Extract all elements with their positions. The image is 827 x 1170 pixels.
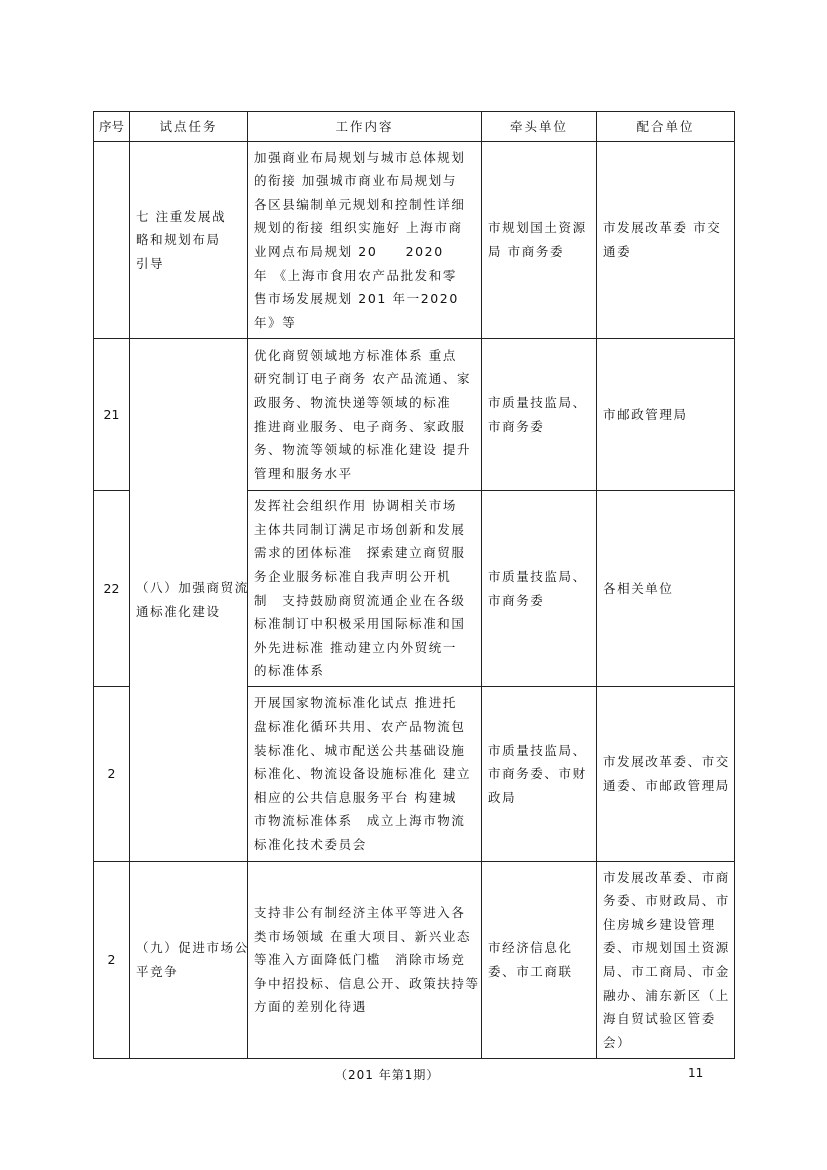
coop-unit-cell-line: 住房城乡建设管理: [603, 916, 716, 932]
table-header-row: [94, 112, 735, 142]
coop-unit-cell-line: 会）: [603, 1034, 632, 1050]
content-cell-line: 年》等: [254, 314, 297, 330]
coop-unit-cell-line: 委、市规划国土资源: [603, 940, 730, 956]
task-cell-line: （九）促进市场公: [136, 940, 249, 956]
task-cell-line: 通标准化建设: [136, 604, 221, 619]
coop-unit-cell-line: 市发展改革委、市交: [603, 754, 730, 770]
coop-unit-cell: [597, 491, 735, 687]
content-cell-line: 的衔接 加强城市商业布局规划与: [254, 173, 457, 189]
lead-unit-cell-line: 市质量技监局、: [488, 742, 587, 758]
content-cell-line: 管理和服务水平: [254, 465, 353, 481]
coop-unit-cell: [597, 142, 735, 339]
table-row: [94, 862, 735, 1059]
content-cell-line: 标准化技术委员会: [254, 836, 367, 852]
content-cell: [248, 142, 482, 339]
content-cell-line: 各区县编制单元规划和控制性详细: [254, 196, 466, 212]
content-cell-line: 标准制订中积极采用国际标准和国: [254, 616, 466, 632]
content-cell-line: 相应的公共信息服务平台 构建城: [254, 789, 457, 805]
lead-unit-cell-line: 政局: [488, 789, 517, 805]
content-cell-line: 装标准化、城市配送公共基础设施: [254, 742, 466, 758]
content-cell-line: 售市场发展规划 201 年一2020: [254, 291, 459, 307]
content-cell-line: 支持非公有制经济主体平等进入各: [254, 905, 466, 921]
task-cell-line: （八）加强商贸流: [136, 580, 249, 596]
header-seq: 序号: [94, 112, 130, 142]
content-cell-line: 盘标准化循环共用、农产品物流包: [254, 719, 466, 735]
header-coop: 配合单位: [597, 112, 735, 142]
content-cell-line: 争中招投标、信息公开、政策扶持等: [254, 975, 480, 991]
lead-unit-cell-line: 市商务委: [488, 592, 545, 608]
issue-label: （201 年第1期）: [335, 1068, 440, 1082]
header-lead: 牵头单位: [482, 112, 597, 142]
coop-unit-cell-line: 市邮政管理局: [603, 406, 688, 422]
task-cell: [130, 339, 248, 862]
content-cell-line: 务、物流等领域的标准化建设 提升: [254, 442, 472, 458]
coop-unit-cell-line: 海自贸试验区管委: [603, 1011, 716, 1027]
lead-unit-cell-line: 市经济信息化: [488, 940, 573, 956]
header-content: 工作内容: [248, 112, 482, 142]
content-cell-line: 政服务、物流快递等领域的标准: [254, 394, 452, 410]
content-cell: [248, 491, 482, 687]
lead-unit-cell-line: 市质量技监局、: [488, 394, 587, 410]
content-cell-line: 开展国家物流标准化试点 推进托: [254, 695, 457, 711]
coop-unit-cell-line: 局、市工商局、市金: [603, 964, 730, 979]
task-cell: [130, 862, 248, 1059]
content-cell-line: 外先进标准 推动建立内外贸统一: [254, 639, 457, 655]
table-row: [94, 142, 735, 339]
task-cell-line: 略和规划布局: [136, 232, 221, 248]
content-cell-line: 方面的差别化待遇: [254, 999, 367, 1015]
content-cell: [248, 339, 482, 491]
lead-unit-cell-line: 局 市商务委: [488, 244, 565, 259]
content-cell-line: 业网点布局规划 20 2020: [254, 244, 444, 259]
content-cell-line: 优化商贸领域地方标准体系 重点: [254, 347, 457, 363]
content-cell-line: 制 支持鼓励商贸流通企业在各级: [254, 592, 466, 608]
coop-unit-cell-line: 融办、浦东新区（上: [603, 987, 730, 1003]
row-number: 2: [94, 862, 130, 1059]
task-cell-line: 引导: [136, 255, 165, 271]
page-number: 11: [688, 1066, 704, 1080]
coop-unit-cell: [597, 687, 735, 862]
coop-unit-cell: [597, 862, 735, 1059]
coop-unit-cell-line: 各相关单位: [603, 580, 674, 596]
content-cell-line: 的标准体系: [254, 663, 325, 679]
content-cell-line: 发挥社会组织作用 协调相关市场: [254, 498, 457, 514]
coop-unit-cell-line: 务委、市财政局、市: [603, 893, 730, 909]
row-number: 21: [94, 339, 130, 491]
content-cell-line: 标准化、物流设备设施标准化 建立: [254, 766, 472, 782]
content-cell: [248, 862, 482, 1059]
coop-unit-cell-line: 通委: [603, 244, 632, 259]
coop-unit-cell: [597, 339, 735, 491]
lead-unit-cell-line: 委、市工商联: [488, 964, 573, 979]
content-cell-line: 主体共同制订满足市场创新和发展: [254, 521, 466, 537]
coop-unit-cell-line: 通委、市邮政管理局: [603, 778, 730, 793]
lead-unit-cell: [482, 491, 597, 687]
lead-unit-cell: [482, 142, 597, 339]
lead-unit-cell: [482, 339, 597, 491]
header-task: 试点任务: [130, 112, 248, 142]
row-number: 22: [94, 491, 130, 687]
content-cell-line: 规划的衔接 组织实施好 上海市商: [254, 220, 463, 236]
content-cell: [248, 687, 482, 862]
lead-unit-cell-line: 市商务委、市财: [488, 766, 587, 782]
content-cell-line: 需求的团体标准 探索建立商贸服: [254, 545, 466, 561]
table-row: [94, 339, 735, 491]
coop-unit-cell-line: 市发展改革委 市交: [603, 220, 722, 236]
task-cell-line: 七 注重发展战: [136, 208, 227, 224]
lead-unit-cell-line: 市规划国土资源: [488, 220, 587, 236]
content-cell-line: 年 《上海市食用农产品批发和零: [254, 267, 457, 283]
pilot-task-table: [93, 111, 735, 1059]
row-number: 2: [94, 687, 130, 862]
content-cell-line: 推进商业服务、电子商务、家政服: [254, 418, 466, 434]
lead-unit-cell-line: 市商务委: [488, 418, 545, 434]
lead-unit-cell: [482, 687, 597, 862]
content-cell-line: 研究制订电子商务 农产品流通、家: [254, 371, 472, 387]
task-cell-line: 平竞争: [136, 964, 179, 979]
lead-unit-cell: [482, 862, 597, 1059]
content-cell-line: 市物流标准体系 成立上海市物流: [254, 813, 466, 829]
content-cell-line: 类市场领域 在重大项目、新兴业态: [254, 928, 472, 944]
task-cell: [130, 142, 248, 339]
content-cell-line: 等准入方面降低门槛 消除市场竞: [254, 952, 466, 968]
lead-unit-cell-line: 市质量技监局、: [488, 568, 587, 584]
content-cell-line: 务企业服务标准自我声明公开机: [254, 568, 452, 584]
coop-unit-cell-line: 市发展改革委、市商: [603, 869, 730, 885]
row-number: [94, 142, 130, 339]
content-cell-line: 加强商业布局规划与城市总体规划: [254, 149, 466, 165]
